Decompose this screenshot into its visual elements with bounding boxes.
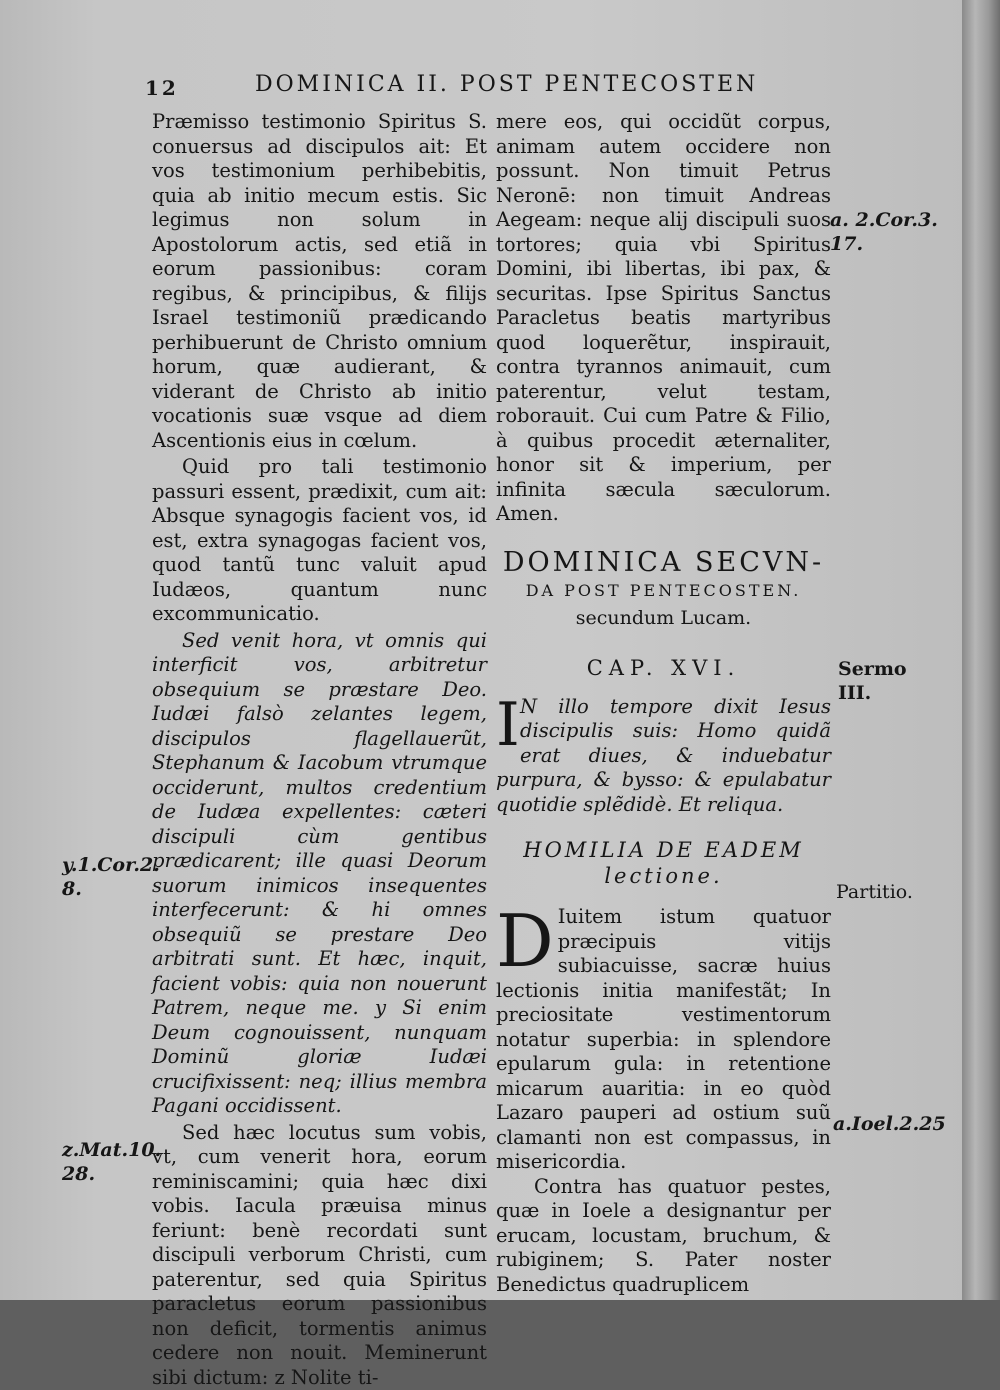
right-column (496, 110, 831, 1210)
right-paragraph-1: mere eos, qui occidũt corpus, animam autem occidere non possunt. Non timuit Petrus Neronē: non timuit Andreas Aegeam: neque alij discipuli suos tortores; quia vbi Spiritus Domini, ibi libertas, ibi pax, & securitas. Ipse Spiritus Sanctus Paracletus beatis martyribus quod loquerẽtur, inspirauit, contra tyrannos animauit, cum paterentur, velut testam, roborauit. Cui cum Patre & Filio, à quibus procedit æternaliter, honor sit & imperium, per infinita sæcula sæculorum. Amen. (496, 110, 831, 527)
drop-cap-i: I (496, 697, 518, 753)
homily-body (496, 905, 831, 1297)
margin-note-partitio: Partitio. (836, 880, 913, 904)
running-title: DOMINICA II. POST PENTECOSTEN (255, 72, 758, 97)
gospel-source: secundum Lucam. (496, 606, 831, 631)
homily-title: HOMILIA DE EADEM lectione. (496, 837, 831, 889)
margin-note-mat: z.Mat.10. 28. (62, 1138, 161, 1186)
gospel-reading (496, 695, 831, 818)
left-paragraph-2: Quid pro tali testimonio passuri essent, prædixit, cum ait: Absque synagogis facient vos, id est, extra synagogas facient vos, quod tantũ tunc valuit apud Iudæos, quantum nunc excommunicatio. (152, 455, 487, 627)
drop-cap-d: D (496, 909, 554, 973)
margin-note-sermo: Sermo III. (838, 657, 907, 705)
page-header (145, 70, 865, 104)
left-column (152, 110, 487, 1190)
left-paragraph-1: Præmisso testimonio Spiritus S. conuersus ad discipulos ait: Et vos testimonium perhibebitis, quia ab initio mecum estis. Sic legimus non solum in Apostolorum actis, sed etiã in eorum passionibus: coram regibus, & principibus, & filijs Israel testimoniũ prædicando perhibuerunt de Christo omnium horum, quæ audierant, & viderant de Christo ab initio vocationis suæ vsque ad diem Ascentionis eius in cœlum. (152, 110, 487, 453)
page-edge-shadow (962, 0, 1000, 1300)
page-number: 12 (145, 76, 179, 100)
left-paragraph-3: Sed venit hora, vt omnis qui interficit vos, arbitretur obsequium se præstare Deo. Iudæi falsò zelantes legem, discipulos flagellauerũt, Stephanum & Iacobum vtrumque occiderunt, multos credentium de Iudæa expellentes: cæteri discipuli cùm gentibus prædicarent; ille quasi Deorum suorum inimicos insequentes interfecerunt: & hi omnes obsequiũ se prestare Deo arbitrati sunt. Et hæc, inquit, facient vobis: quia non nouerunt Patrem, neque me. y Si enim Deum cognouissent, nunquam Dominũ gloriæ Iudæi crucifixissent: neq; illius membra Pagani occidissent. (152, 629, 487, 1119)
homily-paragraph-2: Contra has quatuor pestes, quæ in Ioele a designantur per erucam, locustam, bruchum, & rubiginem; S. Pater noster Benedictus quadruplicem (496, 1175, 831, 1298)
margin-note-ioel: a.Ioel.2.25 (833, 1112, 946, 1136)
gospel-reading-text: N illo tempore dixit Iesus discipulis suis: Homo quidã erat diues, & induebatur purpura, & bysso: & epulabatur quotidie splẽdidè. Et reliqua. (496, 695, 831, 818)
section-subtitle: DA POST PENTECOSTEN. (496, 579, 831, 604)
margin-note-2cor: a. 2.Cor.3. 17. (830, 208, 938, 256)
margin-note-1cor: y.1.Cor.2. 8. (62, 853, 160, 901)
chapter-heading: CAP. XVI. (496, 656, 831, 681)
left-paragraph-4: Sed hæc locutus sum vobis, vt, cum venerit hora, eorum reminiscamini; quia hæc dixi vobis. Iacula præuisa minus feriunt: benè recordati sunt discipuli verborum Christi, cum paterentur, sed quia Spiritus paracletus eorum passionibus non deficit, tormentis animus cedere non nouit. Meminerunt sibi dictum: z Nolite ti- (152, 1121, 487, 1390)
section-title: DOMINICA SECVN- (496, 551, 831, 576)
homily-paragraph-1: Iuitem istum quatuor præcipuis vitijs subiacuisse, sacræ huius lectionis initia manifestãt; In preciositate vestimentorum notatur superbia: in splendore epularum gula: in retentione micarum auaritia: in eo quòd Lazaro pauperi ad ostium suũ clamanti non est compassus, in misericordia. (496, 905, 831, 1175)
